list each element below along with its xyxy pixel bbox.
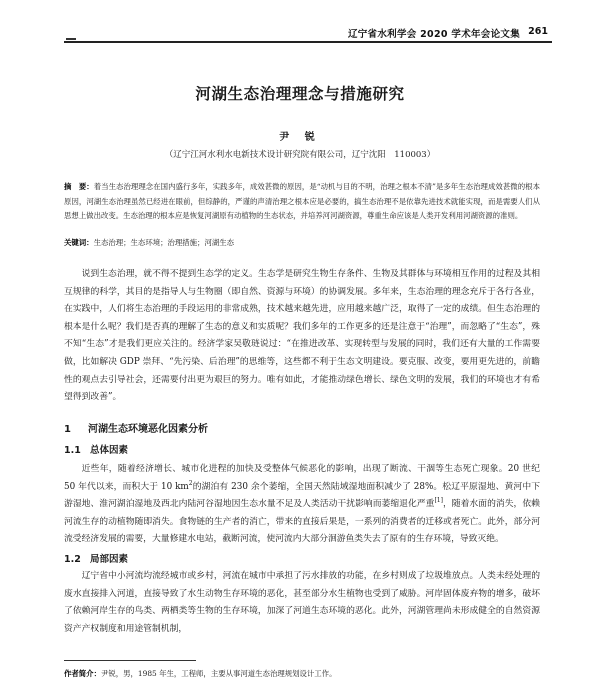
- paragraph-text: ，随着水面的消失，依赖河流生存的动植物随即消失。食物链的生产者的消亡，带来的直接后果是，一系列的消费者的迁移或者死亡。此外，部分河流受经济发展的需要，大量修建水电站，截断河流，使河流内大部分洄游鱼类失去了原有的生存环境，导致灭绝。: [64, 499, 540, 545]
- overall-factors-paragraph: [64, 461, 540, 549]
- affiliation: （辽宁江河水利水电新技术设计研究院有限公司，辽宁沈阳 110003）: [164, 150, 436, 160]
- header-mark: [66, 38, 76, 40]
- citation-ref: [1]: [434, 497, 443, 505]
- footnote-label: 作者简介：: [64, 669, 101, 678]
- intro-paragraph: 说到生态治理，就不得不提到生态学的定义。生态学是研究生物生存条件、生物及其群体与环境相互作用的过程及其相互规律的科学，其目的是指导人与生物圈（即自然、资源与环境）的协调发展。多年来，生态治理的理念充斥于各行各业，在实践中，人们将生态治理的手段运用的非常成熟，技术越来越先进，应用越来越广泛，取得了一定的成绩。但生态治理的根本是什么呢？我们是否真的理解了生态的意义和实质呢？我们多年的工作更多的还是注意于“治理”，而忽略了“生态”，殊不知“生态”才是我们更应关注的。经济学家吴敬琏说过：“在推进改革、实现转型与发展的同时，我们还有大量的工作需要做，比如解决 GDP 崇拜、“先污染、后治理”的思维等，这些都不利于生态文明建设。要克服、改变，要用更先进的，前瞻性的观点去引导社会，还需要付出更为艰巨的努力。唯有如此，才能推动绿色增长、绿色文明的发展，我们的环境也才有希望得到改善”。: [64, 269, 540, 403]
- author-footnote: [64, 668, 540, 679]
- section-title: 河湖生态环境恶化因素分析: [88, 424, 208, 435]
- subsection-title: 局部因素: [90, 554, 129, 565]
- running-header: [0, 26, 600, 40]
- paragraph-text: 的湖泊有 230 余个萎缩，全国天然陆域湿地面积减少了 28%。松辽平原湿地、黄河中下游湿地、淮河湖泊湿地及西北内陆河谷湿地因生态水量不足及人类活动干扰影响而萎缩退化严重: [64, 481, 541, 510]
- keywords: [64, 237, 540, 248]
- header-rule: [64, 41, 552, 43]
- paper-title: 河湖生态治理理念与措施研究: [195, 85, 405, 103]
- section-number: 1: [64, 424, 71, 435]
- superscript: 2: [188, 479, 193, 487]
- keywords-text: 生态治理；生态环境；治理措施；河湖生态: [93, 238, 235, 247]
- subsection-title: 总体因素: [90, 445, 129, 456]
- abstract: [64, 180, 540, 224]
- subsection-number: 1.1: [64, 445, 81, 456]
- abstract-label: 摘 要：: [64, 182, 94, 191]
- footnote-rule: [64, 660, 196, 661]
- paragraph-text: 近些年，随着经济增长、城市化进程的加快及受整体气候恶化的影响，出现了断流、干涸等生态死亡现象。20 世纪 50 年代以来，而积大于 10 km: [64, 464, 540, 492]
- subsection-heading-local: [64, 551, 128, 565]
- author: 尹 锐: [279, 132, 321, 143]
- section-heading: [64, 420, 208, 435]
- keywords-label: 关键词：: [64, 238, 94, 247]
- subsection-number: 1.2: [64, 554, 81, 565]
- page-number: 261: [528, 26, 548, 37]
- abstract-text: 着当生态治理理念在国内盛行多年，实践多年，成效甚微的原因，是“动机与目的不明，治理之根本不清”是多年生态治理成效甚微的根本原因，河湖生态治理虽然已经进在眼前，但综静的，严谨的声清治理之根本应是必要的，搞生态治理不是依靠先进技术就能实现，而是需要人们从思想上做出改变。生态治理的根本应是恢复河湖原有动植物的生态状态，并培养河河湖资源，尊重生命应该是人类开发利用河湖资源的准则。: [64, 182, 540, 220]
- local-factors-paragraph: 辽宁省中小河流均流经城市或乡村，河流在城市中承担了污水排放的功能，在乡村则成了垃圾堆放点。人类未经处理的废水直接排入河道，直接导致了水生动物生存环境的恶化，甚至部分水生植物也受到了威胁。河岸固体废弃物的增多，破坏了依赖河岸生存的鸟类、两栖类等生物的生存环境，加深了河道生态环境的恶化。此外，河湖管理尚未形成健全的自然资源资产产权制度和用途管制机制，: [64, 571, 540, 634]
- subsection-heading-overall: [64, 442, 128, 456]
- footnote-text: 尹锐，男，1985 年生，工程师，主要从事河道生态治理规划设计工作。: [100, 669, 337, 678]
- journal-name: 辽宁省水利学会 2020 学术年会论文集: [347, 29, 520, 40]
